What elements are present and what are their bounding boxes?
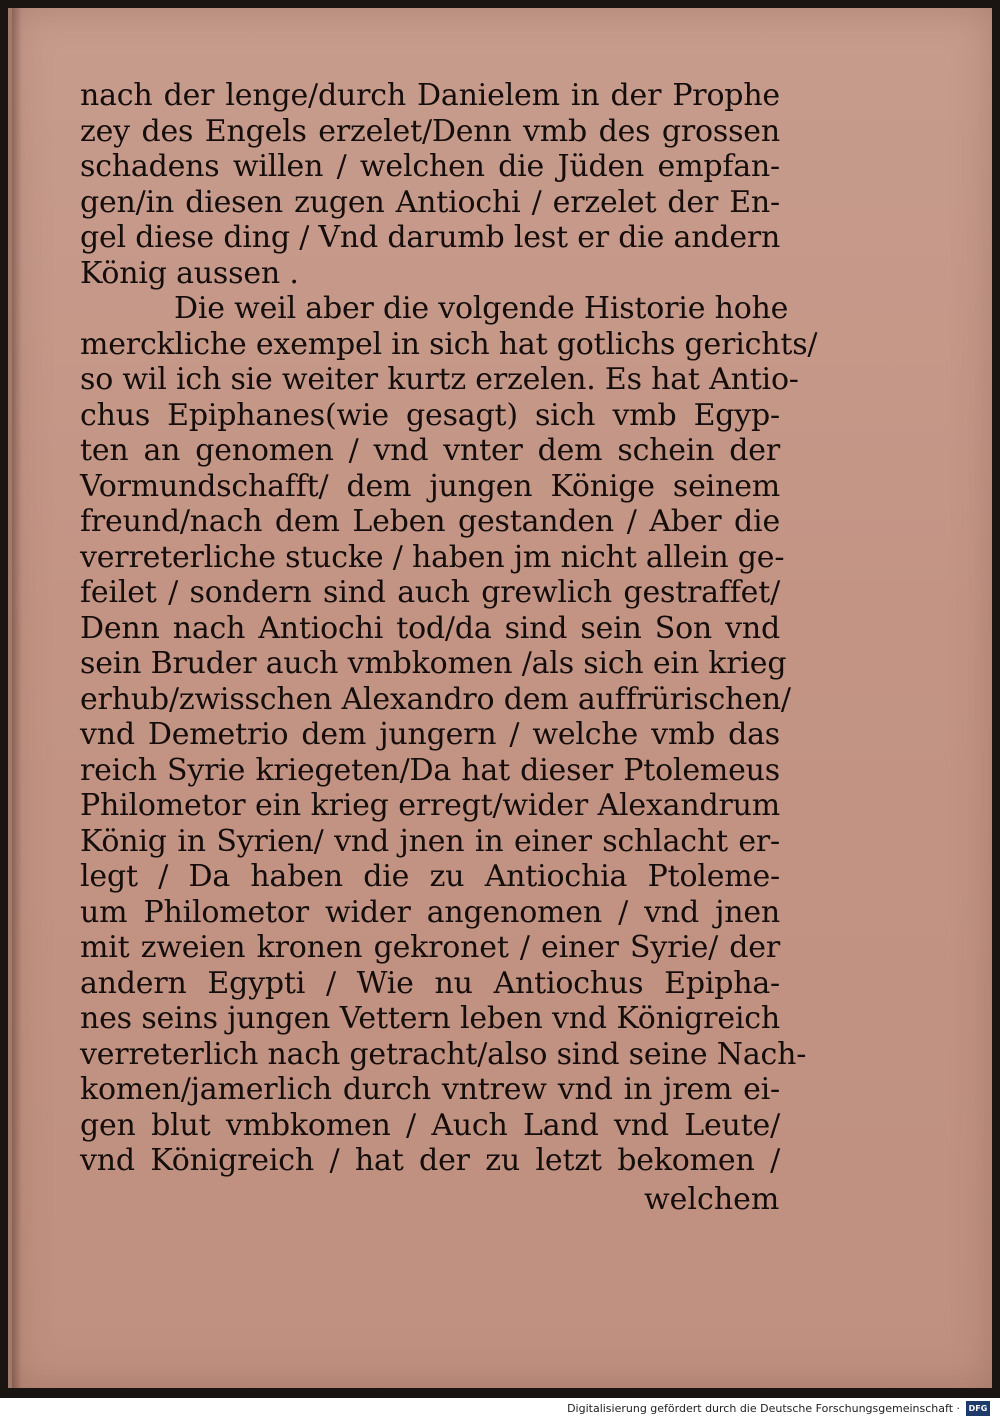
text-line: gen/in diesen zugen Antiochi / erzelet der En- (80, 184, 780, 220)
text-line: freund/nach dem Leben gestanden / Aber die (80, 504, 780, 539)
text-line: verreterliche stucke / haben jm nicht allein ge- (80, 539, 785, 575)
text-line: schadens willen / welchen die Jüden empfan- (80, 149, 780, 184)
text-line: andern Egypti / Wie nu Antiochus Epipha- (80, 965, 780, 1001)
text-line: Denn nach Antiochi tod/da sind sein Son vnd (80, 610, 780, 646)
text-line: um Philometor wider angenomen / vnd jnen (80, 894, 780, 930)
paragraph-start-line: Die weil aber die volgende Historie hohe (174, 291, 789, 326)
text-line: mit zweien kronen gekronet / einer Syrie/ der (80, 930, 780, 965)
text-line: reich Syrie kriegeten/Da hat dieser Ptolemeus (80, 752, 780, 788)
book-page (8, 8, 992, 1388)
text-line: vnd Demetrio dem jungern / welche vmb das (80, 717, 780, 752)
text-line: Vormundschafft/ dem jungen Könige seinem (80, 468, 780, 504)
text-line: Philometor ein krieg erregt/wider Alexandrum (80, 788, 780, 823)
text-line: gel diese ding / Vnd darumb lest er die andern (80, 220, 781, 255)
page-spine-shadow (12, 8, 22, 1388)
funding-notice: Digitalisierung gefördert durch die Deutsche Forschungsgemeinschaft · (567, 1402, 960, 1415)
text-line: erhub/zwisschen Alexandro dem auffrürischen/ (80, 681, 791, 717)
text-line: so wil ich sie weiter kurtz erzelen. Es hat Antio- (80, 362, 799, 397)
text-line: vnd Königreich / hat der zu letzt bekomen / (80, 1143, 780, 1178)
text-line: merckliche exempel in sich hat gotlichs gerichts/ (80, 326, 818, 362)
text-line: feilet / sondern sind auch grewlich gestraffet/ (80, 575, 780, 610)
text-line: König aussen . (80, 255, 299, 291)
text-line: ten an genomen / vnd vnter dem schein der (80, 433, 780, 468)
text-line: nes seins jungen Vettern leben vnd Königreich (80, 1001, 780, 1036)
text-line: nach der lenge/durch Danielem in der Prophe (80, 78, 780, 113)
text-line: sein Bruder auch vmbkomen /als sich ein krieg (80, 646, 787, 681)
text-line: zey des Engels erzelet/Denn vmb des grossen (80, 113, 780, 149)
text-line: chus Epiphanes(wie gesagt) sich vmb Egyp- (80, 397, 780, 433)
text-line: verreterlich nach getracht/also sind seine Nach- (80, 1036, 807, 1072)
footer-bar (0, 1398, 1000, 1421)
text-line: König in Syrien/ vnd jnen in einer schlacht er- (80, 823, 780, 859)
catchword: welchem (644, 1182, 780, 1217)
text-block (80, 78, 818, 1179)
text-line: komen/jamerlich durch vntrew vnd in jrem ei- (80, 1072, 780, 1107)
text-line: gen blut vmbkomen / Auch Land vnd Leute/ (80, 1107, 780, 1143)
text-line: legt / Da haben die zu Antiochia Ptoleme- (80, 859, 780, 894)
dfg-logo: DFG (966, 1401, 990, 1416)
